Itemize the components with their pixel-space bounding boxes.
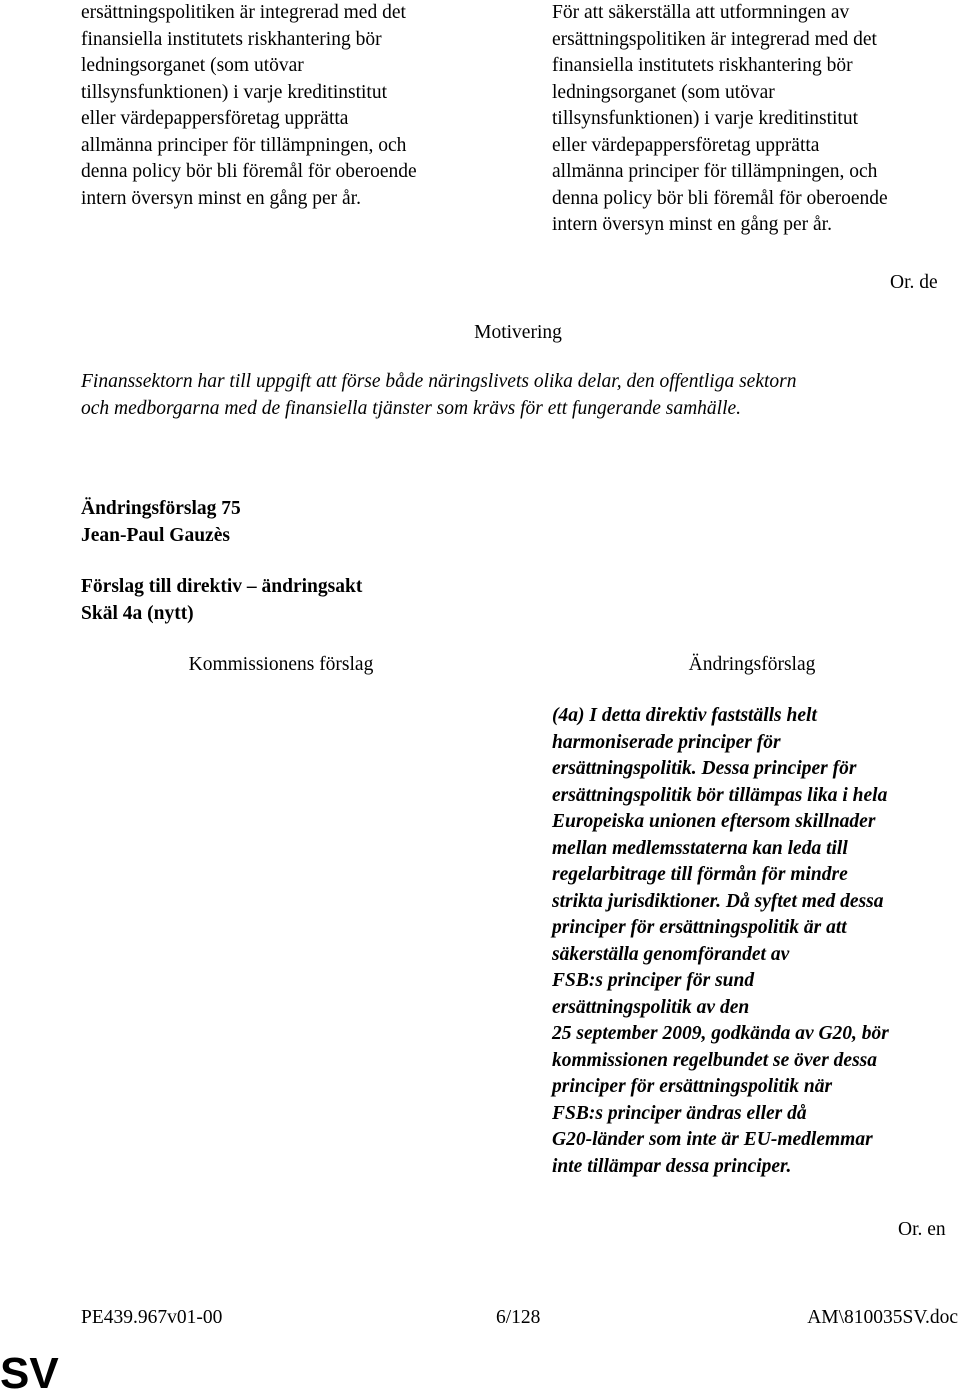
amendment-text: (4a) I detta direktiv fastställs helt harmoniserade principer för ersättningspolitik. Dessa principer för ersättningspolitik bör tillämpas lika i hela Europeiska unionen eftersom skillnader mellan medlemsstaterna kan leda till regelarbitrage till förmån för mindre strikta jurisdiktioner. Då syftet med dessa principer för ersättningspolitik är att säkerställa genomförandet av FSB:s principer för sund ersättningspolitik av den 25 september 2009, godkända av G20, bör kommissionen regelbundet se över dessa principer för ersättningspolitik när FSB:s principer ändras eller då G20-länder som inte är EU-medlemmar inte tillämpar dessa principer. (552, 705, 889, 1177)
amendment-header: Ändringsförslag 75 Jean-Paul Gauzès (81, 498, 241, 546)
amendment-text-previous (552, 0, 952, 239)
amendment-document-reference: Förslag till direktiv – ändringsakt Skäl 4a (nytt) (81, 576, 363, 624)
justification-title: Motivering (474, 322, 562, 343)
column-heading-amendment: Ändringsförslag (688, 654, 816, 675)
footer-document-name: AM\810035SV.doc (807, 1307, 958, 1328)
page-footer (81, 1305, 958, 1331)
original-language-label-2: Or. en (898, 1219, 946, 1240)
commission-proposal-text (81, 0, 501, 212)
right-column-paragraph: För att säkerställa att utformningen av ersättningspolitiken är integrerad med det finansiella institutets riskhantering bör ledningsorganet (som utövar tillsynsfunktionen) i varje kreditinstitut eller värdepappersföretag upprätta allmänna principer för tillämpningen, och denna policy bör bli föremål för oberoende intern översyn minst en gång per år. (552, 2, 888, 235)
left-column-paragraph: ersättningspolitiken är integrerad med det finansiella institutets riskhantering bör ledningsorganet (som utövar tillsynsfunktionen) i varje kreditinstitut eller värdepappersföretag upprätta allmänna principer för tillämpningen, och denna policy bör bli föremål för oberoende intern översyn minst en gång per år. (81, 2, 417, 209)
original-language-label: Or. de (890, 272, 938, 293)
justification-text: Finanssektorn har till uppgift att förse både näringslivets olika delar, den offentliga sektorn och medborgarna med de finansiella tjänster som krävs för ett fungerande samhälle. (81, 371, 797, 419)
footer-reference: PE439.967v01-00 (81, 1307, 223, 1328)
column-heading-commission: Kommissionens förslag (188, 654, 374, 675)
footer-page-number: 6/128 (496, 1307, 541, 1328)
language-code: SV (0, 1349, 59, 1398)
